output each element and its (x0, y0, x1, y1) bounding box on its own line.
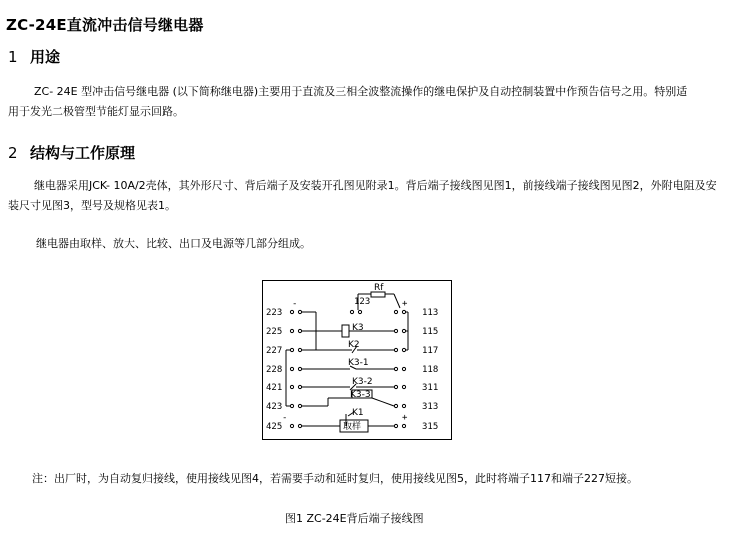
plus-sign-bottom: + (402, 413, 408, 423)
paragraph-structure: 继电器采用JCK- 10A/2壳体，其外形尺寸、背后端子及安装开孔图见附录1。背后端子接线图见图1，前接线端子接线图见图2，外附电阻及安装尺寸见图3，型号及规格见表1。 (8, 179, 717, 212)
section-title-1: 用途 (30, 48, 61, 66)
terminal-right-6: 313 (422, 402, 439, 412)
wiring-diagram (262, 280, 452, 440)
section-title-2: 结构与工作原理 (30, 144, 136, 162)
k1-label: K1 (352, 408, 364, 418)
k3-1-label: K3-1 (348, 358, 369, 368)
terminal-left-5: 421 (266, 383, 283, 393)
terminal-right-3: 117 (422, 346, 439, 356)
terminal-left-7: 425 (266, 422, 283, 432)
terminal-left-4: 228 (266, 365, 283, 375)
minus-sign-top: - (292, 299, 298, 309)
terminal-123: 123 (354, 297, 371, 307)
terminal-right-5: 311 (422, 383, 439, 393)
figure-caption: 图1 ZC-24E背后端子接线图 (285, 512, 424, 525)
section-heading-1 (8, 46, 60, 67)
section-number-2: 2 (8, 144, 18, 162)
terminal-left-3: 227 (266, 346, 283, 356)
note-text: 注：出厂时，为自动复归接线，使用接线见图4，若需要手动和延时复归，使用接线见图5，此时将端子117和端子227短接。 (32, 472, 638, 485)
k3-3-label: K3-3 (350, 390, 371, 400)
section-heading-2 (8, 142, 135, 163)
page-title: ZC-24E直流冲击信号继电器 (6, 16, 204, 34)
k2-label: K2 (348, 340, 360, 350)
plus-sign-top: + (402, 299, 408, 309)
section-number-1: 1 (8, 48, 18, 66)
terminal-left-2: 225 (266, 327, 283, 337)
terminal-left-6: 423 (266, 402, 283, 412)
k3-label: K3 (352, 323, 364, 333)
k3-coil (342, 325, 349, 337)
rf-label: Rf (374, 283, 384, 293)
left-terminal-pins (290, 310, 301, 427)
left-terminal-labels (266, 308, 282, 432)
terminal-right-2: 115 (422, 327, 439, 337)
minus-sign-bottom: - (282, 413, 288, 423)
paragraph-components: 继电器由取样、放大、比较、出口及电源等几部分组成。 (36, 237, 311, 250)
terminal-right-4: 118 (422, 365, 439, 375)
terminal-right-7: 315 (422, 422, 439, 432)
right-terminal-labels (422, 308, 438, 432)
paragraph-purpose: ZC- 24E 型冲击信号继电器 (以下简称继电器)主要用于直流及三相全波整流操作的继电保护及自动控制装置中作预告信号之用。特别适用于发光二极管型节能灯显示回路。 (8, 85, 688, 118)
sample-label: 取样 (343, 422, 362, 432)
terminal-right-1: 113 (422, 308, 439, 318)
k3-2-label: K3-2 (352, 377, 373, 387)
rf-wire-right-down (394, 294, 400, 308)
terminal-left-1: 223 (266, 308, 283, 318)
